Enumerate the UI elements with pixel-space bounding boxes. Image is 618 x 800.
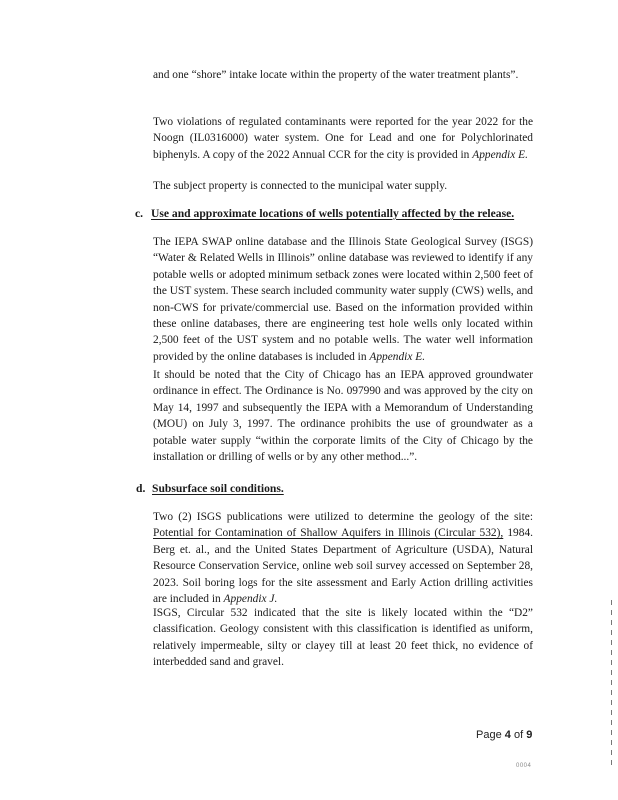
section-heading-d: d. Subsurface soil conditions. <box>136 482 284 495</box>
paragraph-groundwater-ordinance: It should be noted that the City of Chicago has an IEPA approved groundwater ordinance in effect. The Ordinance is No. 097990 and was approved by the city on May 14, 1997 and subsequently the IEPA with a Memorandum of Understanding (MOU) on July 3, 1997. The ordinance prohibits the use of groundwater as a potable water supply “within the corporate limits of the City of Chicago by the installation or drilling of wells or by any other method...”. <box>153 369 533 464</box>
paragraph-isgs-publications: Two (2) ISGS publications were utilized to determine the geology of the site: Potential for Contamination of Shallow Aquifers in Illinois (Circular 532), 1984. Berg et. al., and the United States Department of Agriculture (USDA), Natural Resource Conservation Service, online web soil survey accessed on September 28, 2023. Soil boring logs for the site assessment and Early Action drilling activities are included in Appendix J. <box>153 511 533 606</box>
margin-scan-marks <box>611 600 613 770</box>
page-number: Page 4 of 9 <box>476 729 533 741</box>
publication-title: Potential for Contamination of Shallow Aquifers in Illinois (Circular 532), <box>153 527 504 540</box>
appendix-reference: Appendix E. <box>472 148 528 161</box>
bates-stamp: 0004 <box>516 763 532 769</box>
appendix-reference: Appendix J. <box>223 593 278 606</box>
paragraph-well-search: The IEPA SWAP online database and the Illinois State Geological Survey (ISGS) “Water & Related Wells in Illinois” online database was reviewed to identify if any potable wells or adopted minimum setback zones were located within 2,500 feet of the UST system. These search included community water supply (CWS) wells, and non-CWS for private/commercial use. Based on the information provided within these online databases, there are engineering test hole wells only located within 2,500 feet of the UST system and no potable wells. The water well information provided by the online databases is included in Appendix E. <box>153 236 533 363</box>
section-heading-c: c. Use and approximate locations of wells potentially affected by the release. <box>135 207 515 220</box>
paragraph-water-intake: and one “shore” intake locate within the property of the water treatment plants”. <box>153 69 519 81</box>
paragraph-violations: Two violations of regulated contaminants were reported for the year 2022 for the Noogn (IL0316000) water system. One for Lead and one for Polychlorinated biphenyls. A copy of the 2022 Annual CCR for the city is provided in Appendix E. <box>153 116 533 161</box>
appendix-reference: Appendix E. <box>369 350 426 363</box>
paragraph-municipal-supply: The subject property is connected to the municipal water supply. <box>153 180 448 192</box>
paragraph-d2-classification: ISGS, Circular 532 indicated that the site is likely located within the “D2” classification. Geology consistent with this classification is identified as uniform, relatively impermeable, silty or clayey till at least 20 feet thick, no evidence of interbedded sand and gravel. <box>153 607 533 669</box>
